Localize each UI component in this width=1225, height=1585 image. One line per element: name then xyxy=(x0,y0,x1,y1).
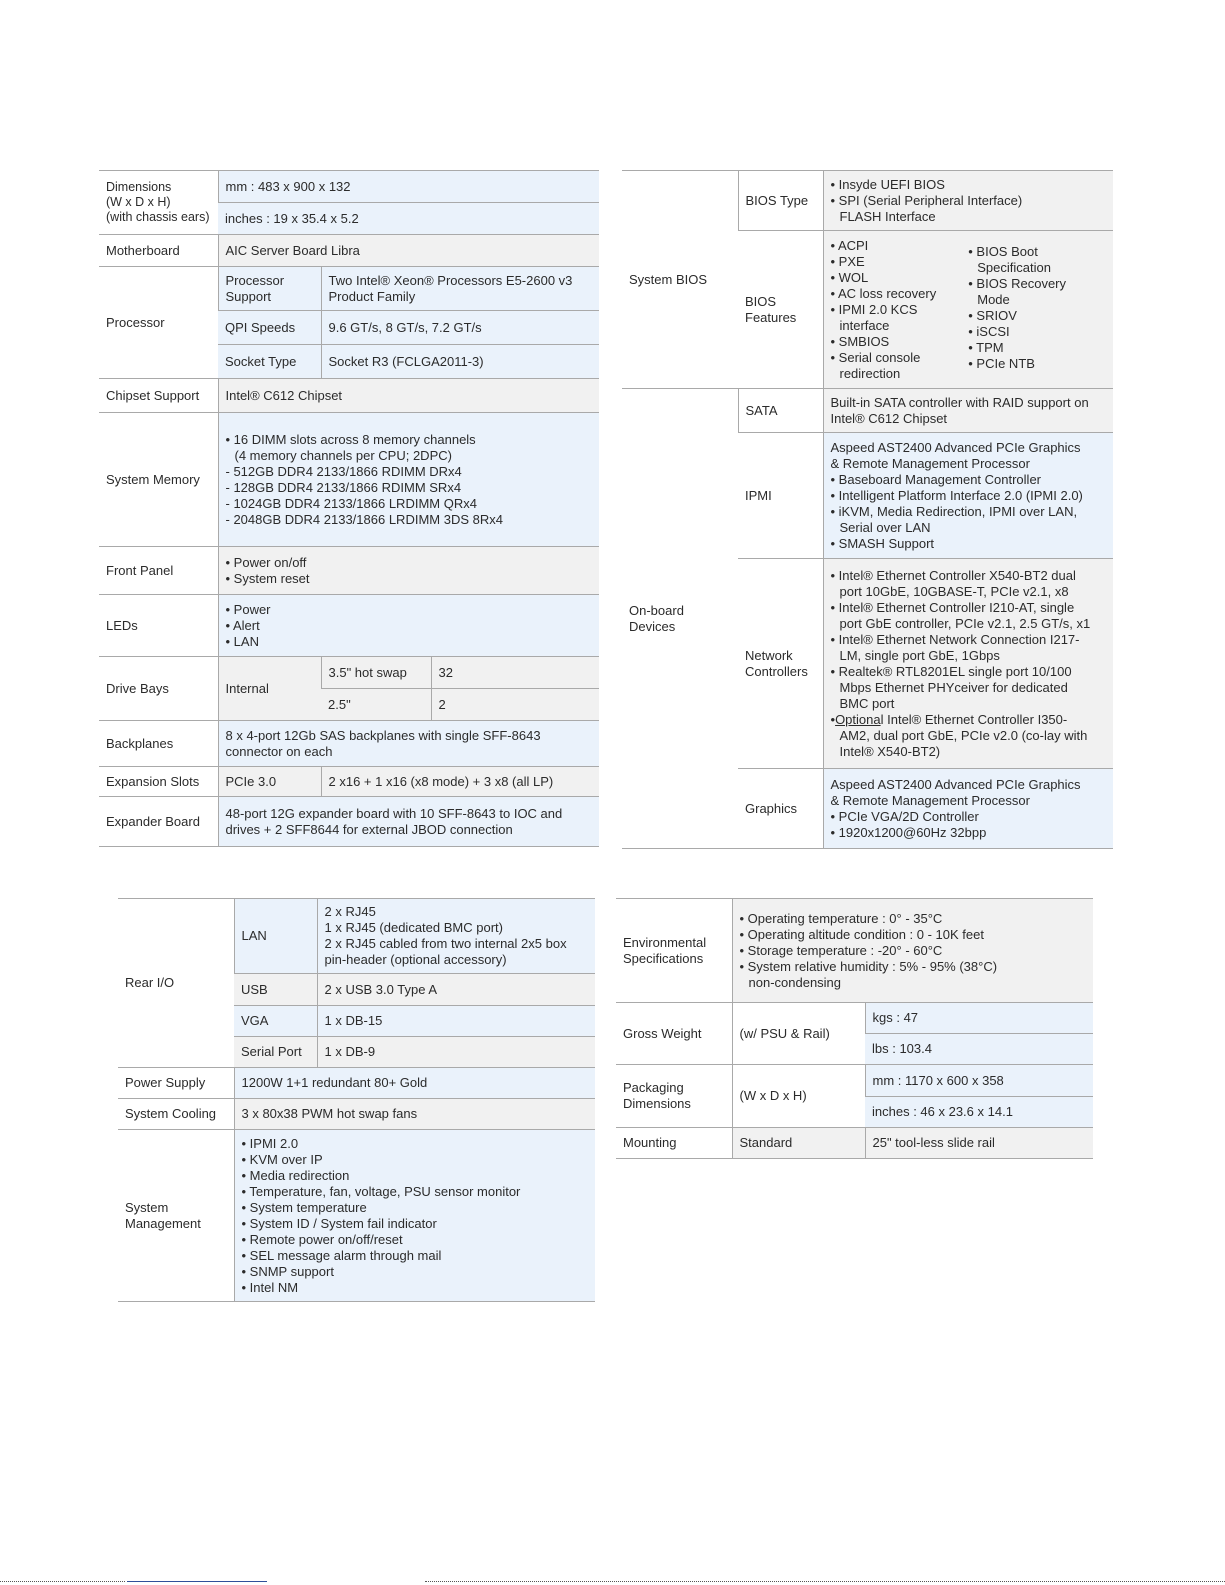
bios-features-right-col xyxy=(968,238,1106,382)
graphics-line: • PCIe VGA/2D Controller xyxy=(830,808,979,824)
rear-io-label: Rear I/O xyxy=(118,899,234,1068)
mgmt-item: • Intel NM xyxy=(241,1279,299,1295)
optional-underlined: Optiona xyxy=(835,711,881,727)
footer-link-rule xyxy=(127,1581,267,1582)
ipmi-line: • SMASH Support xyxy=(830,535,935,551)
ipmi-value xyxy=(823,433,1113,559)
system-management-label: System Management xyxy=(118,1130,234,1302)
system-management-value xyxy=(234,1130,595,1302)
mgmt-item: • Remote power on/off/reset xyxy=(241,1231,403,1247)
network-line: LM, single port GbE, 1Gbps xyxy=(839,647,1000,663)
led-item: • LAN xyxy=(225,633,259,649)
usb-value: 2 x USB 3.0 Type A xyxy=(317,974,595,1006)
mgmt-item: • Temperature, fan, voltage, PSU sensor monitor xyxy=(241,1183,521,1199)
expander-board-label: Expander Board xyxy=(99,797,218,847)
socket-type-value: Socket R3 (FCLGA2011-3) xyxy=(321,345,599,379)
bios-feature: • SMBIOS xyxy=(830,333,890,349)
drive-bays-label: Drive Bays xyxy=(99,657,218,721)
onboard-devices-label: On-board Devices xyxy=(622,389,738,849)
mounting-type: Standard xyxy=(732,1128,865,1159)
gross-weight-label: Gross Weight xyxy=(616,1003,732,1065)
motherboard-label: Motherboard xyxy=(99,235,218,267)
expander-board-value: 48-port 12G expander board with 10 SFF-8643 to IOC and drives + 2 SFF8644 for external JBOD connection xyxy=(218,797,599,847)
front-panel-label: Front Panel xyxy=(99,547,218,595)
network-line: port 10GbE, 10GBASE-T, PCIe v2.1, x8 xyxy=(839,583,1069,599)
mounting-label: Mounting xyxy=(616,1128,732,1159)
drive-bay-count-25: 2 xyxy=(431,689,599,721)
serial-port-label: Serial Port xyxy=(234,1037,317,1068)
env-line: • System relative humidity : 5% - 95% (38°C) xyxy=(739,958,998,974)
processor-support-label: Processor Support xyxy=(218,267,321,311)
bios-features-left-col xyxy=(831,238,969,382)
network-line: • Intel® Ethernet Controller X540-BT2 dual xyxy=(830,567,1076,583)
bios-type-line: • Insyde UEFI BIOS xyxy=(830,176,945,192)
spec-table-environment xyxy=(616,898,1093,1159)
network-line: • Intel® Ethernet Network Connection I217- xyxy=(830,631,1080,647)
mgmt-item: • Media redirection xyxy=(241,1167,350,1183)
network-line: Intel® X540-BT2) xyxy=(839,743,941,759)
bios-feature: • TPM xyxy=(968,339,1004,355)
bios-feature: • IPMI 2.0 KCS xyxy=(830,301,918,317)
packaging-dimensions-mm: mm : 1170 x 600 x 358 xyxy=(865,1065,1093,1097)
leds-label: LEDs xyxy=(99,595,218,657)
graphics-label: Graphics xyxy=(738,769,823,849)
sata-label: SATA xyxy=(738,389,823,433)
dimensions-mm: mm : 483 x 900 x 132 xyxy=(218,171,599,203)
motherboard-value: AIC Server Board Libra xyxy=(218,235,599,267)
lan-line: 2 x RJ45 xyxy=(324,904,376,919)
lan-value xyxy=(317,899,595,974)
bios-type-label: BIOS Type xyxy=(738,171,823,231)
bios-type-line: FLASH Interface xyxy=(839,208,936,224)
qpi-speeds-label: QPI Speeds xyxy=(218,311,321,345)
env-line: • Operating temperature : 0° - 35°C xyxy=(739,910,943,926)
mgmt-item: • System temperature xyxy=(241,1199,367,1215)
mgmt-item: • SNMP support xyxy=(241,1263,334,1279)
network-line: BMC port xyxy=(839,695,895,711)
bios-feature: • PCIe NTB xyxy=(968,355,1035,371)
system-memory-label: System Memory xyxy=(99,413,218,547)
ipmi-line: & Remote Management Processor xyxy=(830,455,1030,471)
optional-rest: l Intel® Ethernet Controller I350- xyxy=(880,711,1068,727)
bios-feature: interface xyxy=(839,317,890,333)
backplanes-value: 8 x 4-port 12Gb SAS backplanes with single SFF-8643 connector on each xyxy=(218,721,599,767)
processor-label: Processor xyxy=(99,267,218,379)
expansion-slots-type: PCIe 3.0 xyxy=(218,767,321,797)
environmental-specs-value xyxy=(732,899,1093,1003)
backplanes-label: Backplanes xyxy=(99,721,218,767)
front-panel-item: • System reset xyxy=(225,570,310,586)
ipmi-line: • iKVM, Media Redirection, IPMI over LAN, xyxy=(830,503,1078,519)
bios-type-value xyxy=(823,171,1113,231)
led-item: • Alert xyxy=(225,617,260,633)
network-line: port GbE controller, PCIe v2.1, 2.5 GT/s, x1 xyxy=(839,615,1091,631)
sata-line: Intel® C612 Chipset xyxy=(830,410,948,426)
mgmt-item: • KVM over IP xyxy=(241,1151,323,1167)
gross-weight-kgs: kgs : 47 xyxy=(865,1003,1093,1034)
sata-value xyxy=(823,389,1113,433)
network-line: • Realtek® RTL8201EL single port 10/100 xyxy=(830,663,1072,679)
drive-bay-size-35: 3.5" hot swap xyxy=(321,657,431,689)
memory-line: • 16 DIMM slots across 8 memory channels xyxy=(225,431,476,447)
expansion-slots-label: Expansion Slots xyxy=(99,767,218,797)
bios-feature: • AC loss recovery xyxy=(830,285,937,301)
graphics-line: Aspeed AST2400 Advanced PCIe Graphics xyxy=(830,776,1081,792)
env-line: non-condensing xyxy=(748,974,842,990)
env-line: • Operating altitude condition : 0 - 10K feet xyxy=(739,926,984,942)
network-controllers-label: Network Controllers xyxy=(738,559,823,769)
bios-feature: • BIOS Boot xyxy=(968,243,1038,259)
bios-feature: • WOL xyxy=(830,269,869,285)
system-bios-label: System BIOS xyxy=(622,171,738,389)
memory-line: - 1024GB DDR4 2133/1866 LRDIMM QRx4 xyxy=(225,495,477,511)
chipset-value: Intel® C612 Chipset xyxy=(218,379,599,413)
bios-feature: • iSCSI xyxy=(968,323,1010,339)
system-cooling-value: 3 x 80x38 PWM hot swap fans xyxy=(234,1099,595,1130)
memory-line: - 128GB DDR4 2133/1866 RDIMM SRx4 xyxy=(225,479,462,495)
bios-type-line: • SPI (Serial Peripheral Interface) xyxy=(830,192,1023,208)
mgmt-item: • SEL message alarm through mail xyxy=(241,1247,442,1263)
ipmi-line: • Intelligent Platform Interface 2.0 (IPMI 2.0) xyxy=(830,487,1083,503)
packaging-dimensions-type: (W x D x H) xyxy=(732,1065,865,1128)
mgmt-item: • System ID / System fail indicator xyxy=(241,1215,437,1231)
lan-line: 2 x RJ45 cabled from two internal 2x5 box xyxy=(324,936,567,951)
lan-line: pin-header (optional accessory) xyxy=(324,952,507,967)
bios-features-value xyxy=(823,231,1113,389)
led-item: • Power xyxy=(225,601,271,617)
ipmi-line: Serial over LAN xyxy=(839,519,931,535)
dimensions-label: Dimensions (W x D x H) (with chassis ears) xyxy=(99,171,218,235)
drive-bay-size-25: 2.5" xyxy=(321,689,431,721)
front-panel-item: • Power on/off xyxy=(225,554,307,570)
network-line-optional xyxy=(831,712,1107,728)
vga-value: 1 x DB-15 xyxy=(317,1006,595,1037)
environmental-specs-label: Environmental Specifications xyxy=(616,899,732,1003)
processor-support-value: Two Intel® Xeon® Processors E5-2600 v3 Product Family xyxy=(321,267,599,311)
bios-features-label: BIOS Features xyxy=(738,231,823,389)
network-line: Mbps Ethernet PHYceiver for dedicated xyxy=(839,679,1068,695)
power-supply-label: Power Supply xyxy=(118,1068,234,1099)
socket-type-label: Socket Type xyxy=(218,345,321,379)
footer-dotted-rule xyxy=(0,1581,125,1583)
serial-port-value: 1 x DB-9 xyxy=(317,1037,595,1068)
expansion-slots-value: 2 x16 + 1 x16 (x8 mode) + 3 x8 (all LP) xyxy=(321,767,599,797)
lan-label: LAN xyxy=(234,899,317,974)
vga-label: VGA xyxy=(234,1006,317,1037)
bios-feature: redirection xyxy=(839,365,901,381)
memory-line: - 2048GB DDR4 2133/1866 LRDIMM 3DS 8Rx4 xyxy=(225,511,503,527)
memory-line: (4 memory channels per CPU; 2DPC) xyxy=(234,447,452,463)
spec-table-bios-onboard xyxy=(622,170,1113,849)
gross-weight-type: (w/ PSU & Rail) xyxy=(732,1003,865,1065)
drive-bay-count-35: 32 xyxy=(431,657,599,689)
bios-feature: • SRIOV xyxy=(968,307,1017,323)
bios-feature: Specification xyxy=(977,259,1051,275)
network-line: • Intel® Ethernet Controller I210-AT, single xyxy=(830,599,1075,615)
bios-feature: • PXE xyxy=(830,253,865,269)
network-controllers-value xyxy=(823,559,1113,769)
dimensions-inches: inches : 19 x 35.4 x 5.2 xyxy=(218,203,599,235)
spec-table-io-power xyxy=(118,898,595,1302)
bios-feature: Mode xyxy=(977,291,1010,307)
sata-line: Built-in SATA controller with RAID support on xyxy=(830,394,1089,410)
qpi-speeds-value: 9.6 GT/s, 8 GT/s, 7.2 GT/s xyxy=(321,311,599,345)
chipset-label: Chipset Support xyxy=(99,379,218,413)
system-cooling-label: System Cooling xyxy=(118,1099,234,1130)
ipmi-line: Aspeed AST2400 Advanced PCIe Graphics xyxy=(830,439,1081,455)
gross-weight-lbs: lbs : 103.4 xyxy=(865,1034,1093,1065)
env-line: • Storage temperature : -20° - 60°C xyxy=(739,942,943,958)
leds-value xyxy=(218,595,599,657)
packaging-dimensions-label: Packaging Dimensions xyxy=(616,1065,732,1128)
network-line: AM2, dual port GbE, PCIe v2.0 (co-lay with xyxy=(839,727,1088,743)
ipmi-label: IPMI xyxy=(738,433,823,559)
system-memory-value xyxy=(218,413,599,547)
optional-bullet: • xyxy=(830,711,836,727)
bios-feature: • BIOS Recovery xyxy=(968,275,1066,291)
mounting-value: 25" tool-less slide rail xyxy=(865,1128,1093,1159)
front-panel-value xyxy=(218,547,599,595)
footer-dotted-rule xyxy=(425,1581,1225,1583)
usb-label: USB xyxy=(234,974,317,1006)
power-supply-value: 1200W 1+1 redundant 80+ Gold xyxy=(234,1068,595,1099)
ipmi-line: • Baseboard Management Controller xyxy=(830,471,1042,487)
graphics-value xyxy=(823,769,1113,849)
memory-line: - 512GB DDR4 2133/1866 RDIMM DRx4 xyxy=(225,463,462,479)
spec-table-system xyxy=(99,170,599,847)
packaging-dimensions-inches: inches : 46 x 23.6 x 14.1 xyxy=(865,1097,1093,1128)
graphics-line: & Remote Management Processor xyxy=(830,792,1030,808)
bios-feature: • Serial console xyxy=(830,349,921,365)
bios-feature: • ACPI xyxy=(830,237,869,253)
drive-bays-type: Internal xyxy=(218,657,321,721)
graphics-line: • 1920x1200@60Hz 32bpp xyxy=(830,824,987,840)
mgmt-item: • IPMI 2.0 xyxy=(241,1135,299,1151)
lan-line: 1 x RJ45 (dedicated BMC port) xyxy=(324,920,503,935)
